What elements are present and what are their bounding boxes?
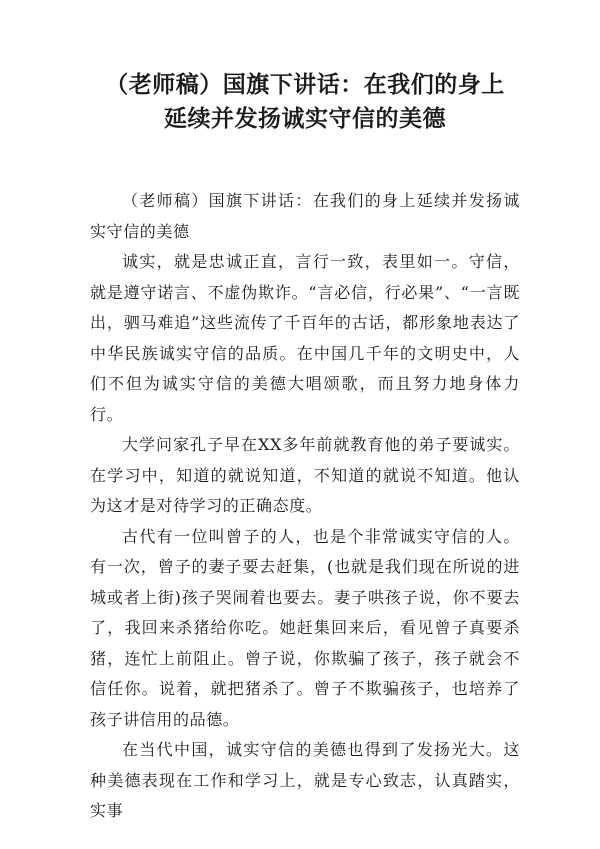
document-title [90,68,520,136]
paragraph-honesty-definition: 诚实，就是忠诚正直，言行一致，表里如一。守信，就是遵守诺言、不虚伪欺诈。“言必信，行必果”、“一言既出，驷马难追”这些流传了千百年的古话，都形象地表达了中华民族诚实守信的品质。在中国几千年的文明史中，人们不但为诚实守信的美德大唱颂歌，而且努力地身体力行。 [90,252,520,424]
title-line-2: 延续并发扬诚实守信的美德 [164,105,446,132]
paragraph-zengzi-story: 古代有一位叫曾子的人，也是个非常诚实守信的人。有一次，曾子的妻子要去赶集，(也就是我们现在所说的进城或者上街)孩子哭闹着也要去。妻子哄孩子说，你不要去了，我回来杀猪给你吃。她赶集回来后，看见曾子真要杀猪，连忙上前阻止。曾子说，你欺骗了孩子，孩子就会不信任你。说着，就把猪杀了。曾子不欺骗孩子，也培养了孩子讲信用的品德。 [90,526,520,729]
document-body [90,186,520,827]
paragraph-modern-china: 在当代中国，诚实守信的美德也得到了发扬光大。这种美德表现在工作和学习上，就是专心致志，认真踏实，实事 [90,740,520,820]
subtitle-paragraph: （老师稿）国旗下讲话：在我们的身上延续并发扬诚实守信的美德 [90,191,520,241]
title-line-1: （老师稿）国旗下讲话：在我们的身上 [105,71,505,98]
paragraph-confucius: 大学问家孔子早在XX多年前就教育他的弟子要诚实。在学习中，知道的就说知道，不知道的就说不知道。他认为这才是对待学习的正确态度。 [90,435,520,515]
